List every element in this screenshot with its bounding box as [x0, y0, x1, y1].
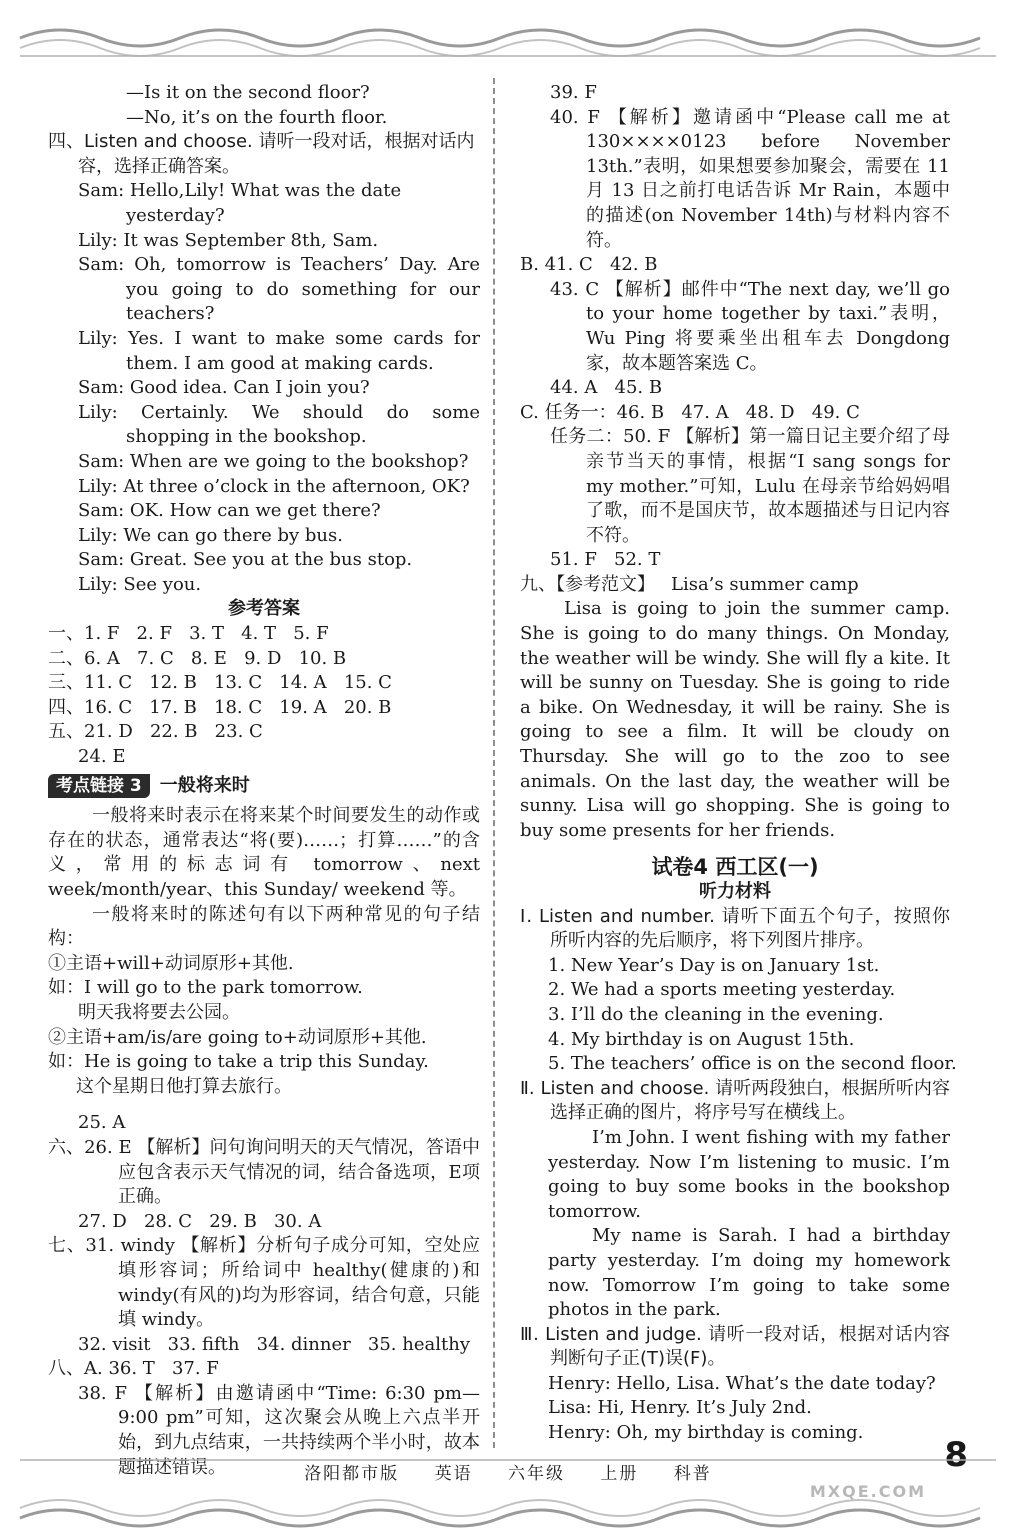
footer-volume: 上册 — [600, 1464, 639, 1484]
answers-heading: 参考答案 — [228, 598, 300, 620]
dialogue-line: Henry: Hello, Lisa. What’s the date today? — [548, 1372, 936, 1394]
section-3-title: Ⅲ. Listen and judge. 请听一段对话，根据对话内容判断句子正(T)误(F)。 — [520, 1323, 950, 1370]
listening-item: 1. New Year’s Day is on January 1st. — [548, 954, 880, 976]
knowledge-link-badge: 考点链接 3 — [48, 774, 150, 799]
dialogue-line: Lily: At three o’clock in the afternoon, OK? — [78, 475, 470, 497]
monologue-paragraph: I’m John. I went fishing with my father yesterday. Now I’m listening to music. I’m going to buy some books in the bookshop tomorrow. — [548, 1126, 950, 1222]
dialogue-line: Sam: Good idea. Can I join you? — [78, 377, 370, 399]
essay-title: Lisa’s summer camp — [671, 573, 859, 595]
dialogue-line: Lisa: Hi, Henry. It’s July 2nd. — [548, 1397, 812, 1419]
dialogue-line: Sam: Oh, tomorrow is Teachers’ Day. Are you going to do something for our teachers? — [78, 254, 480, 325]
answer-row: 24. E — [78, 746, 126, 768]
listening-title: 听力材料 — [699, 881, 771, 902]
grammar-example: 如：He is going to take a trip this Sunday. — [48, 1051, 429, 1073]
column-divider — [493, 78, 495, 1448]
answer-row: 44. A 45. B — [550, 377, 663, 399]
dialogue-line: Henry: Oh, my birthday is coming. — [548, 1422, 864, 1444]
grammar-example-translation: 明天我将要去公园。 — [78, 1001, 240, 1023]
dialogue-line: Lily: We can go there by bus. — [78, 524, 343, 546]
footer-subject: 英语 — [434, 1464, 473, 1484]
listening-item: 3. I’ll do the cleaning in the evening. — [548, 1003, 884, 1025]
top-wavy-border — [0, 0, 1016, 70]
monologue-paragraph: My name is Sarah. I had a birthday party yesterday. I’m doing my homework now. Tomorrow I’m going to take some photos in the park. — [548, 1225, 950, 1321]
answer-row: 四、16. C 17. B 18. C 19. A 20. B — [48, 696, 392, 718]
watermark-logo: MXQE.COM — [809, 1482, 926, 1501]
dialogue-line: Lily: Yes. I want to make some cards for them. I am good at making cards. — [78, 327, 480, 374]
answer-row: 39. F — [550, 82, 597, 103]
left-column — [48, 81, 480, 1480]
answer-row: 51. F 52. T — [550, 549, 661, 571]
answer-row: C. 任务一：46. B 47. A 48. D 49. C — [520, 401, 860, 423]
right-column — [520, 81, 957, 1446]
essay-heading — [520, 573, 950, 598]
answer-explanation: 任务二：50. F 【解析】第一篇日记主要介绍了母亲节当天的事情，根据“I sang songs for my mother.”可知，Lulu 在母亲节给妈妈唱了歌，而不是国庆节，故本题描述与日记内容不符。 — [550, 426, 950, 546]
answer-explanation: 43. C 【解析】邮件中“The next day, we’ll go to your home together by taxi.”表明，Wu Ping 将要乘坐出租车去 Dongdong 家，故本题答案选 C。 — [550, 278, 950, 374]
answer-row: 25. A — [78, 1112, 126, 1134]
bottom-wavy-border — [0, 1446, 1016, 1536]
dialogue-line: Sam: Hello,Lily! What was the date yesterday? — [78, 180, 402, 226]
footer-grade: 六年级 — [508, 1464, 565, 1484]
answer-explanation: 40. F 【解析】邀请函中“Please call me at 130××××0123 before November 13th.”表明，如果想要参加聚会，需要在 11 月 13 日之前打电话告诉 Mr Rain，本题中的描述(on November 14th)与材料内容不符。 — [550, 106, 950, 251]
section-2-title: Ⅱ. Listen and choose. 请听两段独白，根据所听内容选择正确的图片，将序号写在横线上。 — [520, 1077, 950, 1124]
answer-row: B. 41. C 42. B — [520, 254, 658, 276]
essay-label: 九、【参考范文】 — [520, 573, 655, 595]
dialogue-line: —No, it’s on the fourth floor. — [126, 106, 388, 128]
listening-item: 5. The teachers’ office is on the second floor. — [548, 1053, 957, 1075]
grammar-paragraph: 一般将来时的陈述句有以下两种常见的句子结构： — [48, 903, 480, 950]
listening-item: 4. My birthday is on August 15th. — [548, 1028, 855, 1050]
page-number: 8 — [944, 1435, 968, 1475]
answer-row: 二、6. A 7. C 8. E 9. D 10. B — [48, 647, 347, 669]
dialogue-line: Sam: When are we going to the bookshop? — [78, 450, 469, 472]
answer-row: 三、11. C 12. B 13. C 14. A 15. C — [48, 672, 392, 694]
essay-body: Lisa is going to join the summer camp. She is going to do many things. On Monday, the weather will be windy. She will fly a kite. It will be sunny on Tuesday. She is going to ride a bike. On Wednesday, it will be rainy. She is going to see a film. It will be cloudy on Thursday. She will go to the zoo to see animals. On the last day, the weather will be sunny. Lisa will go shopping. She is going to buy some presents for her friends. — [520, 598, 950, 841]
listening-item: 2. We had a sports meeting yesterday. — [548, 979, 896, 1001]
answer-explanation: 38. F 【解析】由邀请函中“Time: 6:30 pm—9:00 pm”可知，这次聚会从晚上六点半开始，到九点结束，一共持续两个半小时，故本题描述错误。 — [78, 1382, 480, 1478]
answer-row: 一、1. F 2. F 3. T 4. T 5. F — [48, 623, 329, 645]
grammar-example-translation: 这个星期日他打算去旅行。 — [76, 1075, 292, 1097]
dialogue-line: Lily: It was September 8th, Sam. — [78, 229, 379, 251]
footer-publisher: 科普 — [673, 1464, 712, 1484]
answer-row: 27. D 28. C 29. B 30. A — [78, 1210, 322, 1232]
answer-row: 五、21. D 22. B 23. C — [48, 721, 263, 743]
answer-explanation: 六、26. E 【解析】问句询问明天的天气情况，答语中应包含表示天气情况的词，结合备选项，E项正确。 — [48, 1136, 480, 1208]
footer-edition: 洛阳都市版 — [304, 1464, 400, 1484]
section-1-title: Ⅰ. Listen and number. 请听下面五个句子，按照你所听内容的先后顺序，将下列图片排序。 — [520, 905, 950, 952]
dialogue-line: Sam: OK. How can we get there? — [78, 500, 381, 522]
paper-title: 试卷4 西工区(一) — [651, 855, 819, 880]
grammar-rule: ②主语+am/is/are going to+动词原形+其他. — [48, 1026, 427, 1048]
knowledge-link-title: 一般将来时 — [159, 774, 250, 796]
dialogue-line: Sam: Great. See you at the bus stop. — [78, 549, 413, 571]
dialogue-line: Lily: Certainly. We should do some shopping in the bookshop. — [78, 401, 480, 448]
section-4-title: 四、Listen and choose. 请听一段对话，根据对话内容，选择正确答案。 — [48, 131, 475, 177]
answer-explanation: 七、31. windy 【解析】分析句子成分可知，空处应填形容词；所给词中 healthy(健康的)和 windy(有风的)均为形容词，结合句意，只能填 windy。 — [48, 1235, 480, 1331]
answer-row: 八、A. 36. T 37. F — [48, 1358, 219, 1380]
answer-row: 32. visit 33. fifth 34. dinner 35. healthy — [78, 1333, 470, 1355]
knowledge-link-heading — [48, 774, 480, 799]
grammar-example: 如：I will go to the park tomorrow. — [48, 977, 363, 999]
grammar-rule: ①主语+will+动词原形+其他. — [48, 952, 294, 974]
dialogue-line: Lily: See you. — [78, 573, 202, 595]
dialogue-line: —Is it on the second floor? — [126, 82, 370, 103]
grammar-paragraph: 一般将来时表示在将来某个时间要发生的动作或存在的状态，通常表达“将(要)……；打算……”的含义，常用的标志词有 tomorrow、next week/month/year、this Sunday/ weekend 等。 — [48, 805, 480, 900]
